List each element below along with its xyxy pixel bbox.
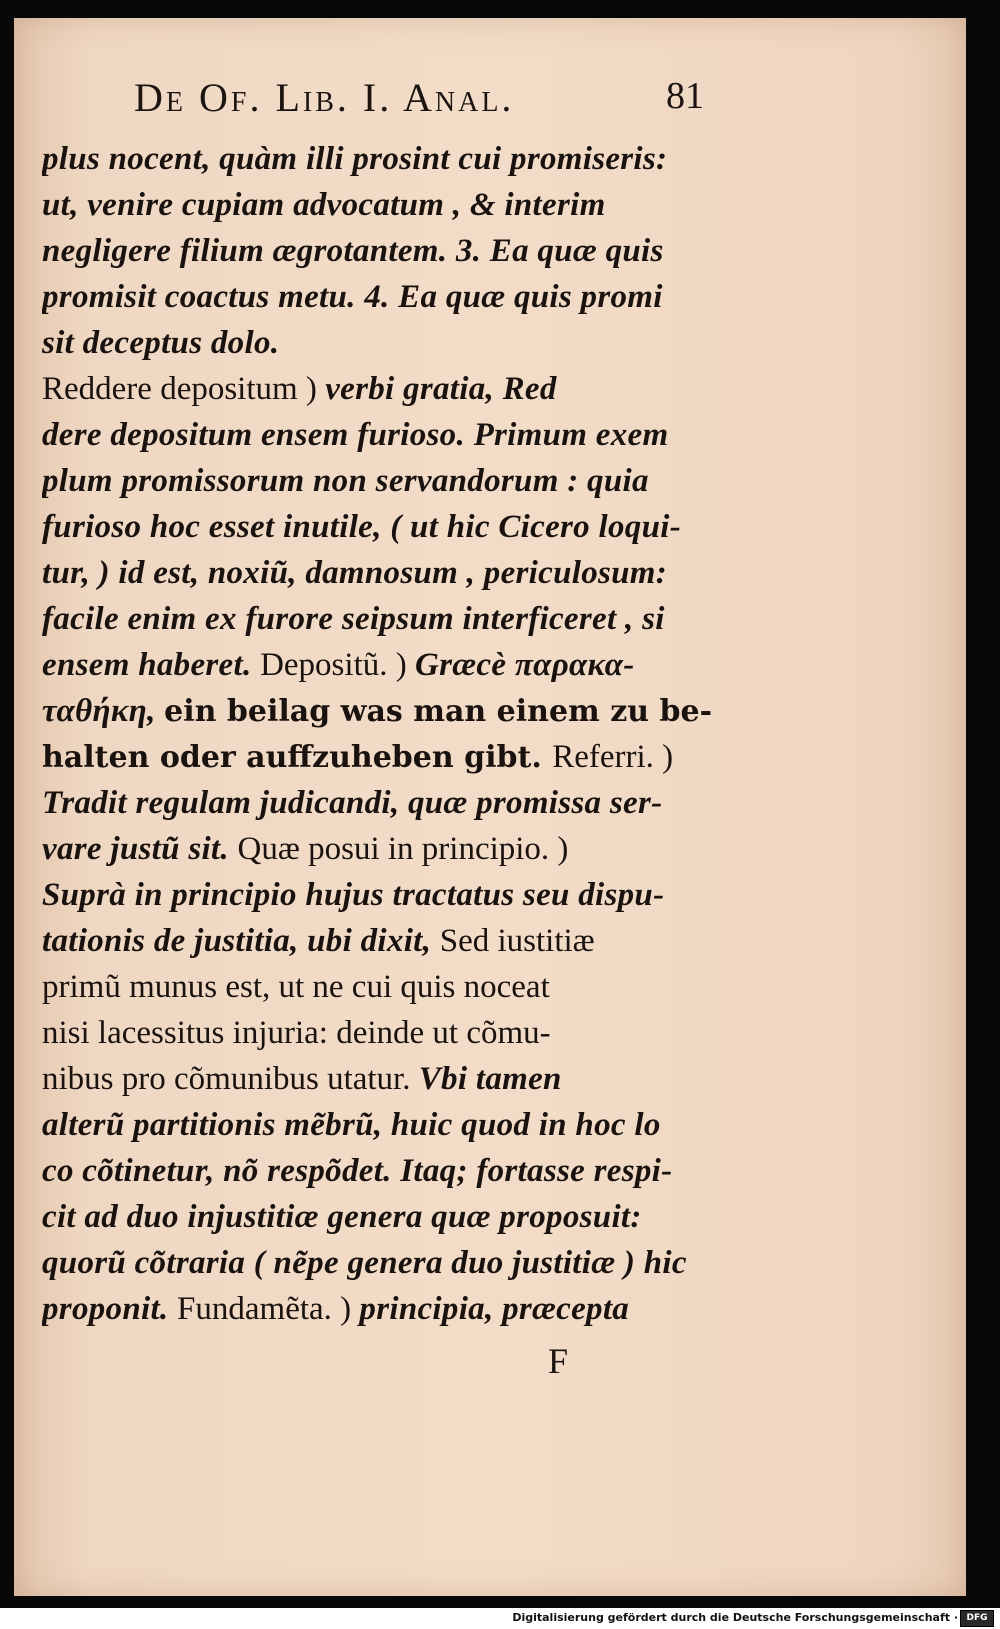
text-line	[42, 872, 742, 918]
text-segment: Fundamẽta. )	[177, 1291, 360, 1327]
text-line	[42, 780, 742, 826]
text-segment: principia, præcepta	[359, 1291, 630, 1327]
text-segment: nisi lacessitus injuria: deinde ut cõmu-	[42, 1015, 551, 1051]
page-number: 81	[666, 75, 704, 117]
text-segment: halten oder auffzuheben gibt.	[42, 740, 553, 775]
text-segment: Referri. )	[552, 739, 674, 775]
text-segment: plus nocent, quàm illi prosint cui promiseris:	[42, 141, 668, 177]
text-line	[42, 1240, 742, 1286]
text-line	[42, 1056, 742, 1102]
text-line	[42, 458, 742, 504]
text-segment: ταθήκη,	[42, 693, 165, 729]
text-line	[42, 228, 742, 274]
text-line	[42, 964, 742, 1010]
text-segment: Suprà in principio hujus tractatus seu dispu-	[42, 877, 665, 913]
text-line	[42, 1102, 742, 1148]
text-segment: Sed iustitiæ	[439, 923, 595, 959]
text-line	[42, 320, 742, 366]
dfg-logo: DFG	[960, 1610, 994, 1627]
text-segment: quorũ cõtraria ( nẽpe genera duo justitiæ ) hic	[42, 1245, 687, 1281]
text-segment: dere depositum ensem furioso. Primum exem	[42, 417, 669, 453]
text-segment: ut, venire cupiam advocatum , & interim	[42, 187, 606, 223]
footer-credit: Digitalisierung gefördert durch die Deutsche Forschungsgemeinschaft ·	[512, 1611, 958, 1624]
text-segment: negligere filium ægrotantem. 3. Ea quæ quis	[42, 233, 664, 269]
text-line	[42, 550, 742, 596]
text-segment: Græcè παρακα-	[414, 647, 635, 683]
text-segment: promisit coactus metu. 4. Ea quæ quis promi	[42, 279, 663, 315]
text-segment: facile enim ex furore seipsum interficeret , si	[42, 601, 665, 637]
text-line	[42, 274, 742, 320]
text-segment: ensem haberet.	[42, 647, 261, 683]
text-segment: tationis de justitia, ubi dixit,	[42, 923, 440, 959]
text-line	[42, 1286, 742, 1332]
text-segment: Vbi tamen	[418, 1061, 562, 1097]
footer-bar	[0, 1608, 1000, 1629]
text-line	[42, 642, 742, 688]
text-line	[42, 136, 742, 182]
text-segment: Depositũ. )	[260, 647, 415, 683]
text-line	[42, 1148, 742, 1194]
text-segment: furioso hoc esset inutile, ( ut hic Cicero loqui-	[42, 509, 681, 545]
text-line	[42, 826, 742, 872]
text-segment: alterũ partitionis mẽbrũ, huic quod in hoc lo	[42, 1107, 661, 1143]
text-segment: sit deceptus dolo.	[42, 325, 280, 361]
text-segment: Tradit regulam judicandi, quæ promissa ser-	[42, 785, 663, 821]
text-line	[42, 504, 742, 550]
text-line	[42, 688, 742, 734]
text-line	[42, 1194, 742, 1240]
text-line	[42, 366, 742, 412]
text-line	[42, 734, 742, 780]
text-line	[42, 1010, 742, 1056]
text-segment: ein beilag was man einem zu be-	[164, 694, 713, 729]
body-text	[42, 136, 742, 1332]
text-segment: plum promissorum non servandorum : quia	[42, 463, 649, 499]
text-segment: vare justũ sit.	[42, 831, 238, 867]
text-segment: cit ad duo injustitiæ genera quæ proposuit:	[42, 1199, 642, 1235]
running-title: De Of. Lib. I. Anal.	[134, 75, 515, 120]
text-segment: proponit.	[42, 1291, 178, 1327]
text-segment: nibus pro cõmunibus utatur.	[42, 1061, 419, 1097]
text-segment: verbi gratia, Red	[325, 371, 557, 407]
text-segment: Reddere depositum )	[42, 371, 326, 407]
text-line	[42, 596, 742, 642]
text-line	[42, 918, 742, 964]
text-segment: primũ munus est, ut ne cui quis noceat	[42, 969, 550, 1005]
text-line	[42, 182, 742, 228]
book-page	[14, 18, 966, 1596]
text-segment: Quæ posui in principio. )	[237, 831, 569, 867]
catchword: F	[548, 1341, 569, 1381]
text-segment: tur, ) id est, noxiũ, damnosum , periculosum:	[42, 555, 668, 591]
text-line	[42, 412, 742, 458]
text-segment: co cõtinetur, nõ respõdet. Itaq; fortasse respi-	[42, 1153, 673, 1189]
